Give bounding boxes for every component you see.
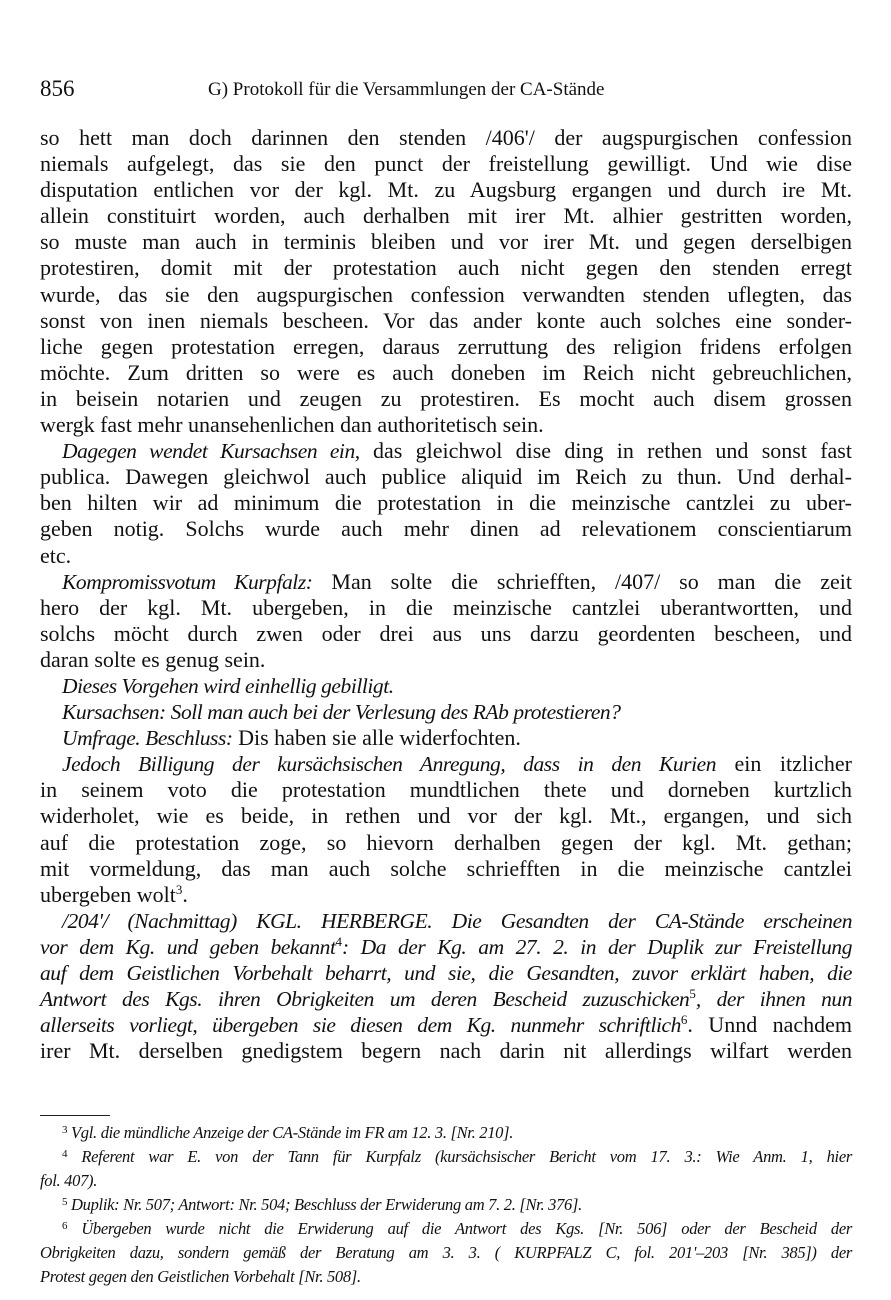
text-segment: . Unnd nachdem: [687, 1012, 853, 1038]
italic-text: vor dem Kg. und geben bekannt: [40, 934, 336, 959]
text-segment: widerholet, wie es beide, in rethen und vor der kgl. Mt., ergangen, und sich: [40, 803, 852, 829]
text-segment: sonst von inen niemals bescheen. Vor das ander konte auch solches eine sonder-: [40, 307, 852, 333]
footnote-marker: 4: [335, 933, 343, 949]
text-segment: auf die protestation zoge, so hievorn derhalben gegen der kgl. Mt. gethan;: [40, 829, 852, 855]
footnotes: [40, 1121, 852, 1289]
text-segment: daran solte es genug sein.: [40, 646, 266, 672]
text-line: [40, 177, 852, 203]
italic-text: auf dem Geistlichen Vorbehalt beharrt, und sie, die Gesandten, zuvor erklärt haben, die: [40, 961, 852, 985]
text-line: [40, 699, 852, 725]
text-line: [40, 934, 852, 960]
footnote-marker: 5: [62, 1196, 68, 1208]
text-line: [40, 569, 852, 595]
italic-text: Dagegen wendet Kursachsen ein,: [62, 439, 360, 464]
footnote-line: [40, 1193, 852, 1217]
text-line: [40, 647, 852, 673]
italic-text: : Da der Kg. am 27. 2. in der Duplik zur Freistellung: [342, 934, 853, 959]
text-line: [40, 151, 852, 177]
text-line: [40, 960, 852, 986]
text-line: [40, 751, 852, 777]
text-segment: ein itzlicher: [716, 751, 852, 777]
text-segment: Man solte die schriefften, /407/ so man die zeit: [312, 568, 852, 594]
footnote-marker: 6: [680, 1012, 688, 1028]
text-segment: Referent war E. von der Tann für Kurpfalz (kursächsischer Bericht vom 17. 3.: Wie Anm. 1, hier: [67, 1147, 852, 1166]
text-line: [40, 543, 852, 569]
italic-text: Jedoch Billigung der kursächsischen Anregung, dass in den Kurien: [62, 752, 716, 777]
running-head: G) Protokoll für die Versammlungen der CA-Stände: [208, 79, 605, 100]
text-line: [40, 673, 852, 699]
text-line: [40, 830, 852, 856]
text-segment: das gleichwol dise ding in rethen und sonst fast: [359, 438, 852, 464]
text-segment: hero der kgl. Mt. ubergeben, in die meinzische cantzlei uberantwortten, und: [40, 594, 852, 620]
text-line: [40, 725, 852, 751]
text-segment: geben notig. Solchs wurde auch mehr dinen ad relevationem conscientiarum: [40, 516, 852, 542]
footnote-line: [40, 1169, 852, 1193]
page-header: [40, 76, 850, 106]
footnote-marker: 6: [62, 1220, 68, 1232]
italic-text: Kompromissvotum Kurpfalz:: [62, 569, 313, 594]
footnote-line: [40, 1121, 852, 1145]
footnote-line: [40, 1145, 852, 1169]
text-segment: solchs möcht durch zwen oder drei aus uns darzu geordenten bescheen, und: [40, 620, 852, 646]
text-segment: in beisein notarien und zeugen zu protestiren. Es mocht auch disem grossen: [40, 385, 852, 411]
text-segment: Protest gegen den Geistlichen Vorbehalt [Nr. 508].: [40, 1267, 361, 1286]
footnote-line: [40, 1265, 852, 1289]
text-line: [40, 334, 852, 360]
text-segment: irer Mt. derselben gnedigstem begern nach darin nit allerdings wilfart werden: [40, 1038, 852, 1064]
text-line: [40, 908, 852, 934]
text-segment: protestiren, domit mit der protestation auch nicht gegen den stenden erregt: [40, 255, 852, 281]
text-segment: allein constituirt worden, auch derhalben mit irer Mt. alhier gestritten worden,: [40, 203, 852, 229]
text-segment: disputation entlichen vor der kgl. Mt. zu Augsburg ergangen und durch ire Mt.: [40, 177, 852, 203]
footnote-marker: 3: [62, 1124, 68, 1136]
text-line: [40, 203, 852, 229]
text-line: [40, 803, 852, 829]
text-segment: wergk fast mehr unansehenlichen dan authoritetisch sein.: [40, 412, 544, 438]
text-segment: .: [182, 881, 188, 907]
italic-text: Antwort des Kgs. ihren Obrigkeiten um deren Bescheid zuzuschicken: [40, 987, 690, 1012]
text-segment: Übergeben wurde nicht die Erwiderung auf die Antwort des Kgs. [Nr. 506] oder der Bescheid der: [67, 1219, 852, 1238]
text-line: [40, 882, 852, 908]
text-line: [40, 856, 852, 882]
italic-text: allerseits vorliegt, übergeben sie diesen dem Kg. nunmehr schriftlich: [40, 1013, 681, 1038]
text-line: [40, 386, 852, 412]
text-line: [40, 516, 852, 542]
text-segment: Obrigkeiten dazu, sondern gemäß der Beratung am 3. 3. ( KURPFALZ C, fol. 201'–203 [Nr. 385]) der: [40, 1243, 852, 1262]
text-line: [40, 621, 852, 647]
text-line: [40, 986, 852, 1012]
footnote-line: [40, 1217, 852, 1241]
text-line: [40, 125, 852, 151]
italic-text: Dieses Vorgehen wird einhellig gebilligt.: [62, 673, 394, 698]
text-line: [40, 438, 852, 464]
footnote-marker: 3: [175, 881, 183, 897]
italic-text: Umfrage. Beschluss:: [62, 726, 233, 751]
text-line: [40, 282, 852, 308]
footnote-marker: 5: [689, 986, 696, 1002]
italic-text: /204'/ (Nachmittag) KGL. HERBERGE. Die Gesandten der CA-Stände erscheinen: [62, 908, 852, 933]
text-segment: Duplik: Nr. 507; Antwort: Nr. 504; Beschluss der Erwiderung am 7. 2. [Nr. 376].: [67, 1195, 582, 1214]
italic-text: , der ihnen nun: [695, 987, 852, 1012]
text-segment: fol. 407).: [40, 1171, 98, 1190]
text-segment: mit vormeldung, das man auch solche schriefften in die meinzische cantzlei: [40, 855, 852, 881]
text-segment: so muste man auch in terminis bleiben und vor irer Mt. und gegen derselbigen: [40, 229, 852, 255]
text-line: [40, 1038, 852, 1064]
text-segment: publica. Dawegen gleichwol auch publice aliquid im Reich zu thun. Und derhal-: [40, 464, 852, 490]
text-segment: Dis haben sie alle widerfochten.: [232, 725, 521, 751]
text-segment: niemals aufgelegt, das sie den punct der freistellung gewilligt. Und wie dise: [40, 151, 852, 177]
text-line: [40, 255, 852, 281]
text-segment: ben hilten wir ad minimum die protestation in die meinzische cantzlei zu uber-: [40, 490, 852, 516]
text-segment: liche gegen protestation erregen, daraus zerruttung des religion fridens erfolgen: [40, 333, 852, 359]
text-segment: so hett man doch darinnen den stenden /406'/ der augspurgischen confession: [40, 125, 852, 150]
italic-text: Kursachsen: Soll man auch bei der Verlesung des RAb protestieren?: [62, 700, 621, 725]
text-line: [40, 777, 852, 803]
footnote-marker: 4: [62, 1148, 68, 1160]
text-segment: möchte. Zum dritten so were es auch doneben im Reich nicht gebreuchlichen,: [40, 359, 852, 385]
main-text: [40, 125, 852, 1064]
text-segment: ubergeben wolt: [40, 881, 176, 907]
text-line: [40, 1012, 852, 1038]
text-segment: etc.: [40, 542, 72, 568]
text-segment: in seinem voto die protestation mundtlichen thete und dorneben kurtzlich: [40, 777, 852, 803]
text-line: [40, 412, 852, 438]
text-segment: wurde, das sie den augspurgischen confession verwandten stenden uflegten, das: [40, 281, 852, 307]
text-line: [40, 360, 852, 386]
footnote-line: [40, 1241, 852, 1265]
text-segment: Vgl. die mündliche Anzeige der CA-Stände im FR am 12. 3. [Nr. 210].: [67, 1123, 514, 1142]
text-line: [40, 490, 852, 516]
footnote-divider: [40, 1115, 110, 1116]
page-number: 856: [40, 76, 75, 101]
text-line: [40, 308, 852, 334]
text-line: [40, 464, 852, 490]
text-line: [40, 595, 852, 621]
text-line: [40, 229, 852, 255]
